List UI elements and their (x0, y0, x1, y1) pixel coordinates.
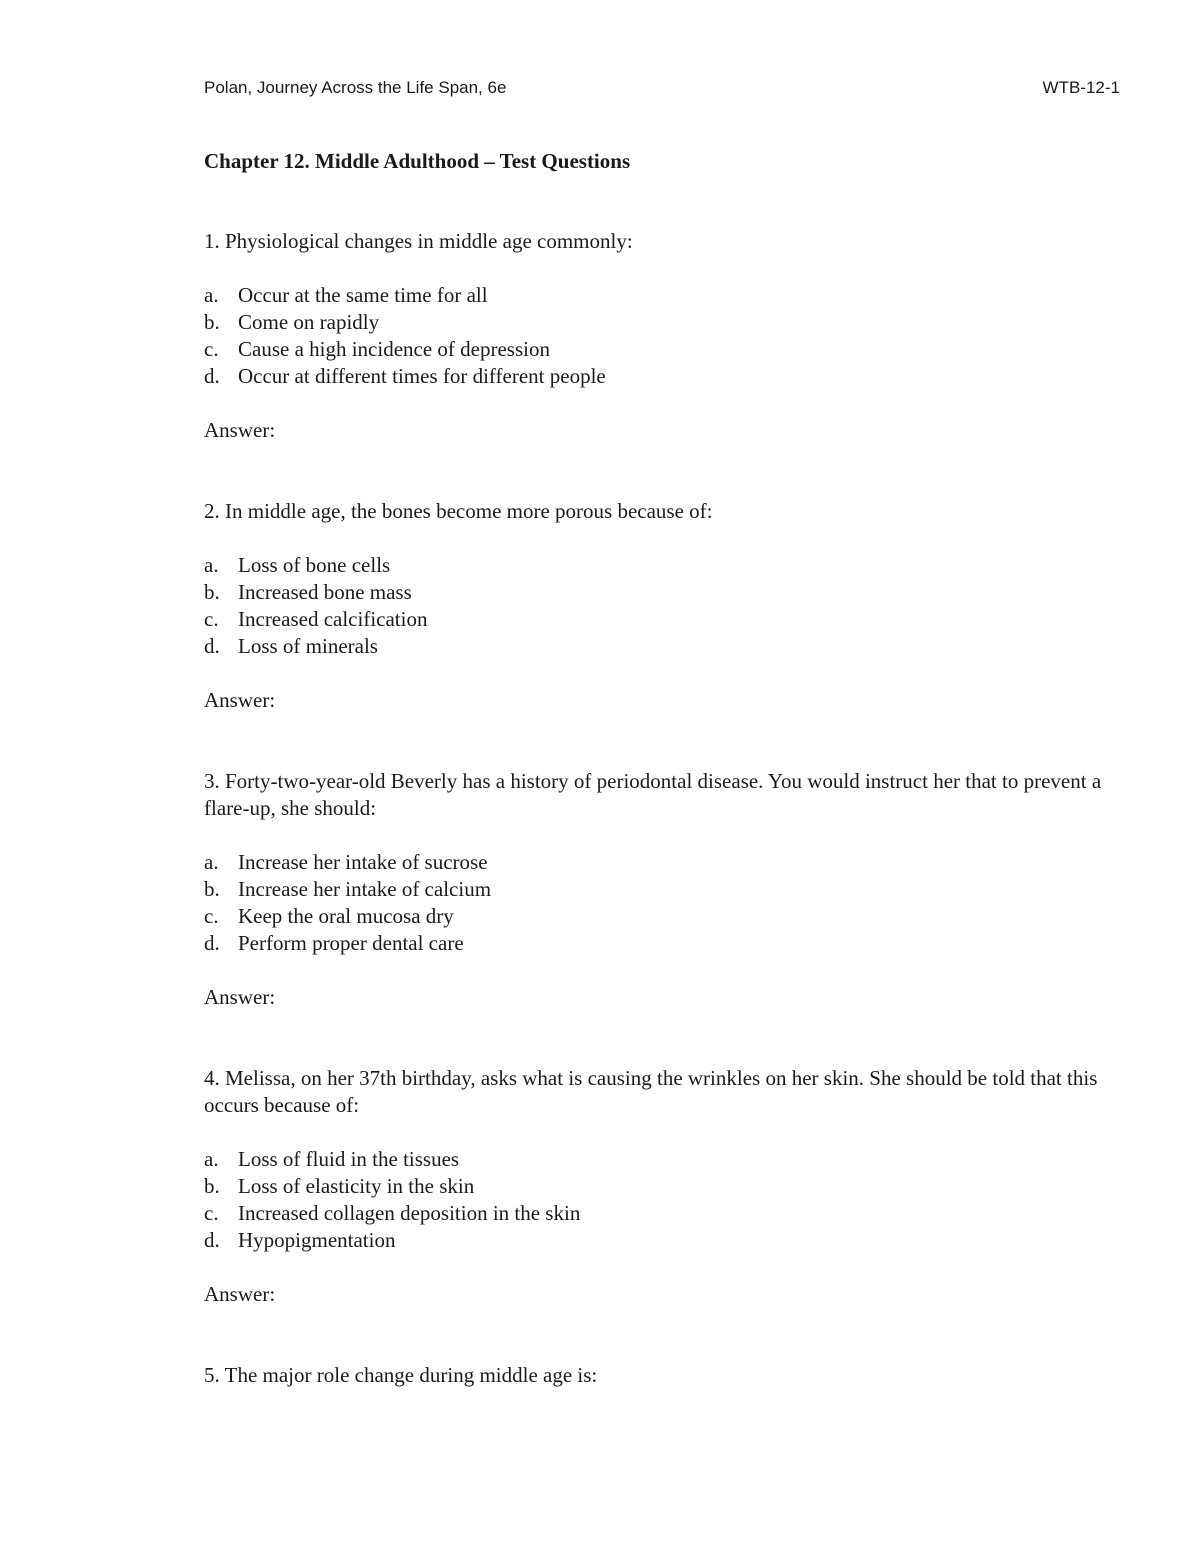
option-letter: b. (204, 310, 220, 334)
answer-label: Answer: (204, 418, 276, 442)
option-letter: a. (204, 553, 219, 577)
question-1 (204, 228, 1104, 444)
option-c (204, 1200, 1104, 1227)
option-a (204, 849, 1104, 876)
option-letter: c. (204, 904, 219, 928)
option-d (204, 633, 1104, 660)
option-list (204, 849, 1104, 957)
option-text: Increased calcification (238, 607, 428, 631)
option-letter: b. (204, 877, 220, 901)
option-text: Cause a high incidence of depression (238, 337, 550, 361)
option-letter: b. (204, 580, 220, 604)
question-stem: 2. In middle age, the bones become more porous because of: (204, 499, 713, 523)
option-b (204, 876, 1104, 903)
option-b (204, 579, 1104, 606)
question-stem: 1. Physiological changes in middle age commonly: (204, 229, 633, 253)
option-letter: a. (204, 1147, 219, 1171)
option-letter: d. (204, 1228, 220, 1252)
option-d (204, 363, 1104, 390)
header-page-id: WTB-12-1 (1042, 78, 1120, 97)
option-c (204, 606, 1104, 633)
option-letter: b. (204, 1174, 220, 1198)
option-text: Occur at different times for different people (238, 364, 606, 388)
option-list (204, 282, 1104, 390)
question-5 (204, 1362, 1104, 1389)
option-letter: d. (204, 931, 220, 955)
option-text: Loss of minerals (238, 634, 378, 658)
option-letter: c. (204, 337, 219, 361)
option-d (204, 1227, 1104, 1254)
option-text: Come on rapidly (238, 310, 380, 334)
option-letter: c. (204, 607, 219, 631)
answer-label: Answer: (204, 1282, 276, 1306)
question-stem: 3. Forty-two-year-old Beverly has a history of periodontal disease. You would instruct her that to prevent a flare-up, she should: (204, 769, 1102, 820)
option-c (204, 903, 1104, 930)
option-text: Increased collagen deposition in the skin (238, 1201, 581, 1225)
option-list (204, 552, 1104, 660)
option-b (204, 309, 1104, 336)
question-stem: 4. Melissa, on her 37th birthday, asks what is causing the wrinkles on her skin. She should be told that this occurs because of: (204, 1066, 1098, 1117)
option-text: Occur at the same time for all (238, 283, 488, 307)
answer-label: Answer: (204, 985, 276, 1009)
option-text: Increase her intake of calcium (238, 877, 492, 901)
document-body (204, 148, 1104, 1416)
question-stem: 5. The major role change during middle age is: (204, 1363, 598, 1387)
question-3 (204, 768, 1104, 1011)
option-text: Increased bone mass (238, 580, 412, 604)
option-text: Perform proper dental care (238, 931, 464, 955)
chapter-title: Chapter 12. Middle Adulthood – Test Questions (204, 149, 631, 173)
answer-label: Answer: (204, 688, 276, 712)
option-letter: a. (204, 850, 219, 874)
option-letter: d. (204, 634, 220, 658)
option-letter: c. (204, 1201, 219, 1225)
option-d (204, 930, 1104, 957)
option-a (204, 552, 1104, 579)
option-text: Loss of fluid in the tissues (238, 1147, 460, 1171)
option-text: Hypopigmentation (238, 1228, 396, 1252)
page-header (204, 76, 1120, 100)
option-letter: d. (204, 364, 220, 388)
option-letter: a. (204, 283, 219, 307)
option-a (204, 282, 1104, 309)
option-text: Loss of elasticity in the skin (238, 1174, 475, 1198)
option-c (204, 336, 1104, 363)
header-source: Polan, Journey Across the Life Span, 6e (204, 78, 507, 97)
question-2 (204, 498, 1104, 714)
option-text: Keep the oral mucosa dry (238, 904, 454, 928)
option-text: Loss of bone cells (238, 553, 391, 577)
option-list (204, 1146, 1104, 1254)
option-text: Increase her intake of sucrose (238, 850, 488, 874)
option-b (204, 1173, 1104, 1200)
option-a (204, 1146, 1104, 1173)
question-4 (204, 1065, 1104, 1308)
